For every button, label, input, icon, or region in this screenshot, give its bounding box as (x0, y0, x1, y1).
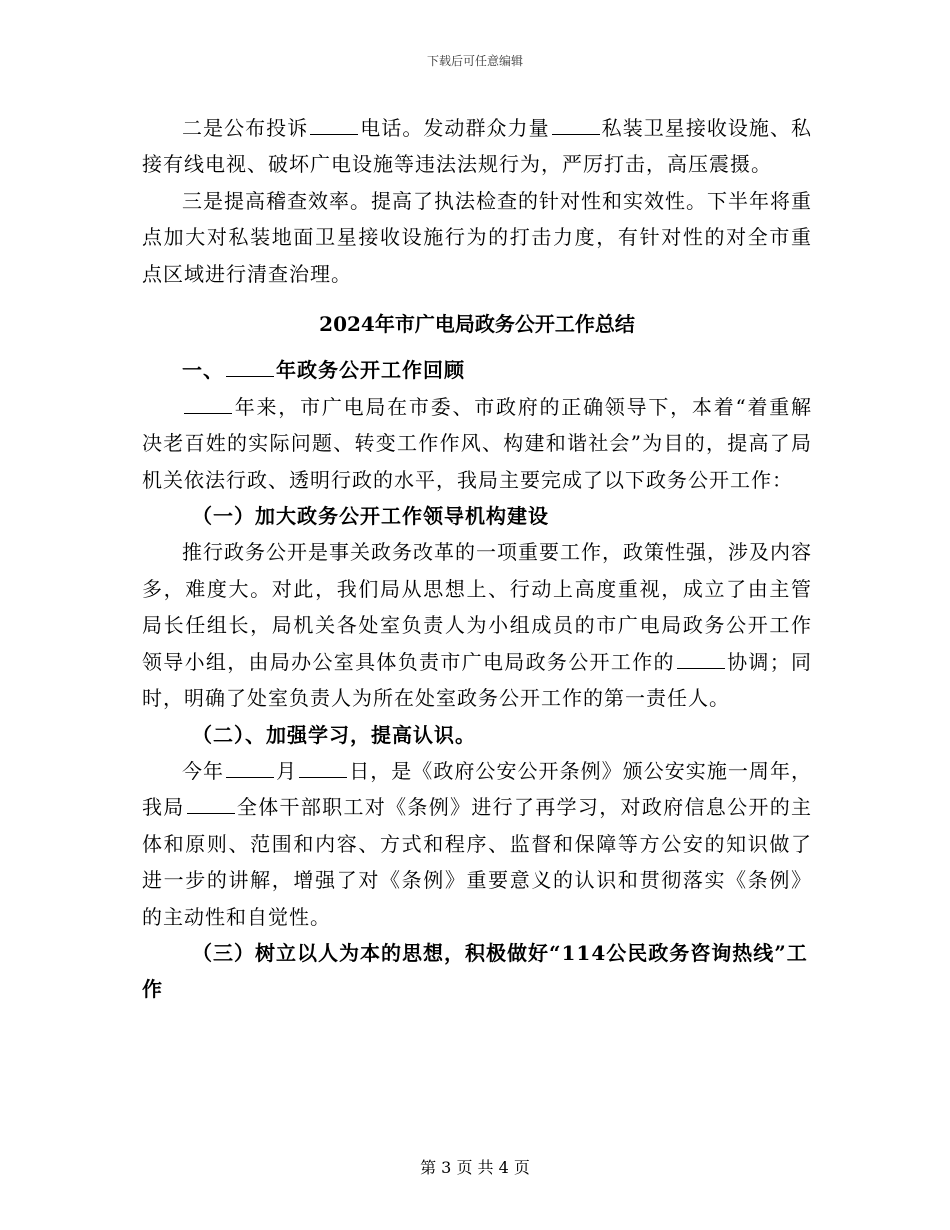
paragraph-text: 二是公布投诉 (182, 116, 309, 140)
blank-underline (187, 793, 235, 814)
paragraph-inspection-efficiency: 三是提高稽查效率。提高了执法检查的针对性和实效性。下半年将重点加大对私装地面卫星接收设施行为的打击力度，有针对性的对全市重点区域进行清查治理。 (142, 188, 812, 286)
document-body (142, 110, 812, 1008)
section-heading-review (142, 352, 812, 388)
blank-underline (677, 648, 725, 669)
paragraph-text: 日，是《政府公安公开条例》颁公安实施一周年，我局 (142, 758, 813, 820)
paragraph-text: 月 (276, 758, 298, 783)
heading-text: 年政务公开工作回顾 (276, 358, 465, 383)
paragraph-review-intro (142, 389, 812, 498)
page-header-note: 下载后可任意编辑 (426, 54, 523, 68)
blank-underline (226, 757, 274, 778)
subheading-hotline: （三）树立以人为本的思想，积极做好“114公民政务咨询热线”工作 (142, 940, 808, 1002)
paragraph-leadership (142, 534, 812, 716)
blank-underline (552, 114, 600, 135)
paragraph-text: 推行政务公开是事关政务改革的一项重要工作，政策性强，涉及内容多，难度大。对此，我们局从思想上、行动上高度重视，成立了由主管局长任组长，局机关各处室负责人为小组成员的市广电局政务公开工作领导小组，由局办公室具体负责市广电局政务公开工作的 (142, 540, 812, 674)
paragraph-text: 年来，市广电局在市委、市政府的正确领导下，本着“着重解决老百姓的实际问题、转变工作作风、构建和谐社会”为目的，提高了局机关依法行政、透明行政的水平，我局主要完成了以下政务公开工作： (142, 394, 812, 492)
subheading-leadership: （一）加大政务公开工作领导机构建设 (192, 504, 549, 529)
paragraph-text: 私装卫星接收设施、私接有线电视、破坏广电设施等违法法规行为，严厉打击，高压震摄。 (142, 116, 813, 177)
blank-underline (310, 114, 358, 135)
subheading-study: （二）、加强学习，提高认识。 (192, 722, 476, 747)
blank-underline (226, 356, 274, 377)
paragraph-complaint-hotline (142, 110, 812, 183)
paragraph-text: 今年 (182, 758, 225, 783)
document-title: 2024年市广电局政务公开工作总结 (319, 312, 635, 337)
paragraph-text: 全体干部职工对《条例》进行了再学习，对政府信息公开的主体和原则、范围和内容、方式和程序、监督和保障等方公安的知识做了进一步的讲解，增强了对《条例》重要意义的认识和贯彻落实《条例》的主动性和自觉性。 (142, 795, 813, 929)
blank-underline (184, 393, 232, 414)
heading-text: 一、 (182, 358, 224, 383)
paragraph-study (142, 753, 812, 935)
paragraph-text: 电话。发动群众力量 (360, 116, 550, 140)
page-number: 第 3 页 共 4 页 (420, 1158, 530, 1177)
blank-underline (299, 757, 347, 778)
paragraph-text: 协调；同时，明确了处室负责人为所在处室政务公开工作的第一责任人。 (142, 649, 813, 711)
